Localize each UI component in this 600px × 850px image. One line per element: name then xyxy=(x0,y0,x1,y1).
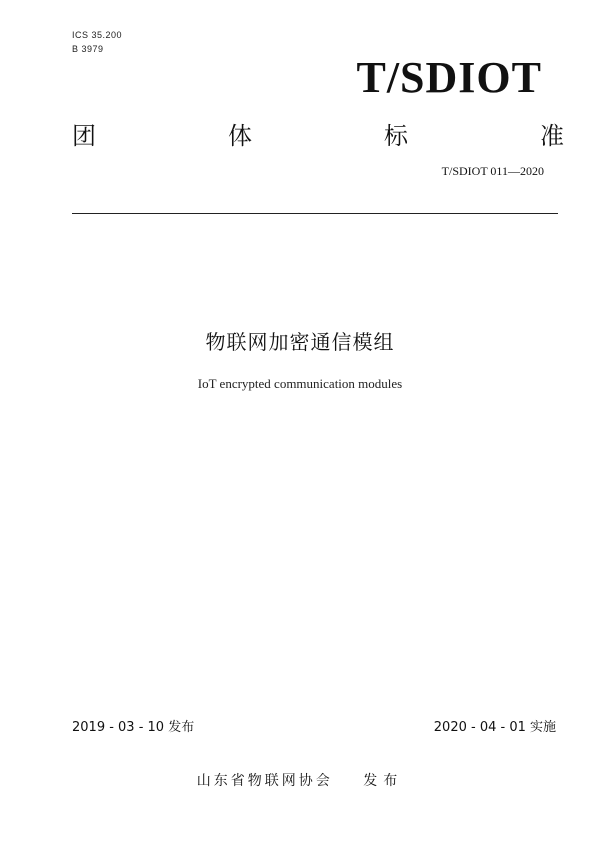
document-title-chinese: 物联网加密通信模组 xyxy=(205,330,395,354)
issuer-name: 山东省物联网协会 xyxy=(196,773,333,789)
standard-logo-text: T/SDIOT xyxy=(356,53,542,102)
standard-kind-char-3: 标 xyxy=(384,122,408,150)
issuer-line xyxy=(0,770,600,790)
ics-code: ICS 35.200 xyxy=(72,30,123,40)
document-title-english: IoT encrypted communication modules xyxy=(197,376,403,391)
standard-kind-char-1: 团 xyxy=(72,122,96,150)
standard-kind-heading xyxy=(72,116,564,151)
ccs-code: B 3979 xyxy=(72,44,104,54)
header-divider xyxy=(72,213,558,214)
issuer-action: 发布 xyxy=(363,773,404,789)
standard-kind-char-4: 准 xyxy=(540,122,564,150)
standard-number: T/SDIOT 011—2020 xyxy=(441,164,544,178)
publish-date: 2019 - 03 - 10 发布 xyxy=(72,720,195,735)
standard-kind-char-2: 体 xyxy=(228,122,252,150)
implementation-date: 2020 - 04 - 01 实施 xyxy=(433,720,556,735)
